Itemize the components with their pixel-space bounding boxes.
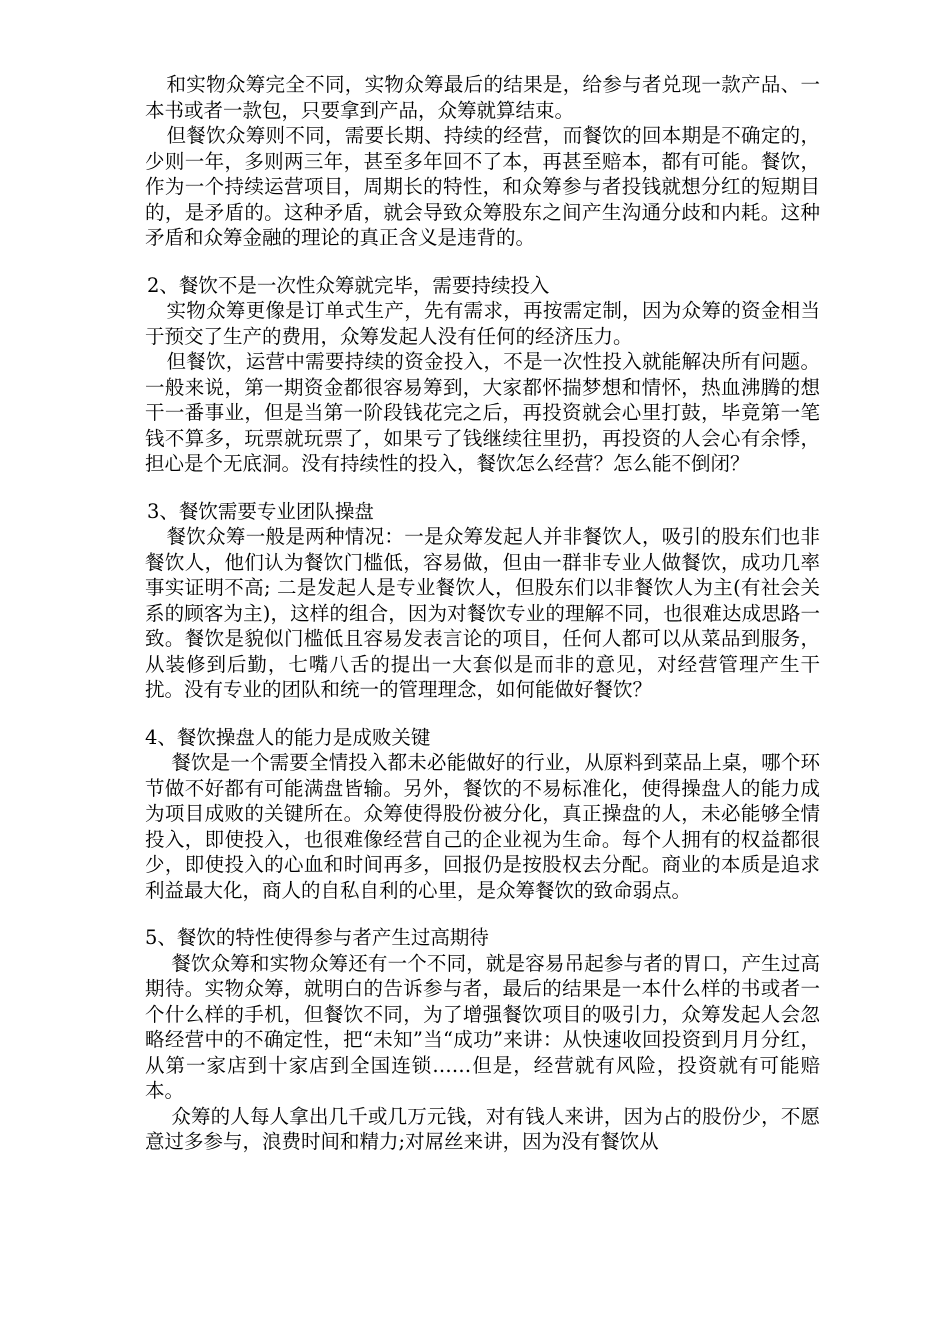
paragraph-5: 餐饮众筹一般是两种情况：一是众筹发起人并非餐饮人，吸引的股东们也非餐饮人，他们认为餐饮门槛低，容易做，但由一群非专业人做餐饮，成功几率事实证明不高; 二是发起人是专业餐饮人，但股东们以非餐饮人为主(有社会关系的顾客为主)，这样的组合，因为对餐饮专业的理解不同，也很难达成思路一致。餐饮是貌似门槛低且容易发表言论的项目，任何人都可以从菜品到服务，从装修到后勤，七嘴八舌的提出一大套似是而非的意见，对经营管理产生干扰。没有专业的团队和统一的管理理念，如何能做好餐饮？ xyxy=(145,525,820,701)
paragraph-6: 餐饮是一个需要全情投入都未必能做好的行业，从原料到菜品上桌，哪个环节做不好都有可能满盘皆输。另外，餐饮的不易标准化，使得操盘人的能力成为项目成败的关键所在。众筹使得股份被分化，真正操盘的人，未必能够全情投入，即使投入，也很难像经营自己的企业视为生命。每个人拥有的权益都很少，即使投入的心血和时间再多，回报仍是按股权去分配。商业的本质是追求利益最大化，商人的自私自利的心里，是众筹餐饮的致命弱点。 xyxy=(145,751,820,902)
section-heading-3: 3、餐饮需要专业团队操盘 xyxy=(147,499,374,523)
paragraph-3: 实物众筹更像是订单式生产，先有需求，再按需定制，因为众筹的资金相当于预交了生产的费用，众筹发起人没有任何的经济压力。 xyxy=(145,299,820,348)
section-heading-2: 2、餐饮不是一次性众筹就完毕，需要持续投入 xyxy=(147,273,550,297)
paragraph-1: 和实物众筹完全不同，实物众筹最后的结果是，给参与者兑现一款产品、一本书或者一款包，只要拿到产品，众筹就算结束。 xyxy=(145,73,820,122)
section-heading-4: 4、餐饮操盘人的能力是成败关键 xyxy=(145,725,431,749)
paragraph-2: 但餐饮众筹则不同，需要长期、持续的经营，而餐饮的回本期是不确定的，少则一年，多则两三年，甚至多年回不了本，再甚至赔本，都有可能。餐饮，作为一个持续运营项目，周期长的特性，和众筹参与者投钱就想分红的短期目的，是矛盾的。这种矛盾，就会导致众筹股东之间产生沟通分歧和内耗。这种矛盾和众筹金融的理论的真正含义是违背的。 xyxy=(145,124,820,249)
paragraph-8: 众筹的人每人拿出几千或几万元钱，对有钱人来讲，因为占的股份少，不愿意过多参与，浪费时间和精力;对屌丝来讲，因为没有餐饮从 xyxy=(145,1104,820,1153)
section-heading-5: 5、餐饮的特性使得参与者产生过高期待 xyxy=(145,926,489,949)
document-page xyxy=(145,72,820,1155)
paragraph-7: 餐饮众筹和实物众筹还有一个不同，就是容易吊起参与者的胃口，产生过高期待。实物众筹，就明白的告诉参与者，最后的结果是一本什么样的书或者一个什么样的手机，但餐饮不同，为了增强餐饮项目的吸引力，众筹发起人会忽略经营中的不确定性，把“未知”当“成功”来讲：从快速收回投资到月月分红，从第一家店到十家店到全国连锁……但是，经营就有风险，投资就有可能赔本。 xyxy=(145,951,820,1102)
paragraph-4: 但餐饮，运营中需要持续的资金投入，不是一次性投入就能解决所有问题。一般来说，第一期资金都很容易筹到，大家都怀揣梦想和情怀，热血沸腾的想干一番事业，但是当第一阶段钱花完之后，再投资就会心里打鼓，毕竟第一笔钱不算多，玩票就玩票了，如果亏了钱继续往里扔，再投资的人会心有余悸，担心是个无底洞。没有持续性的投入，餐饮怎么经营？怎么能不倒闭？ xyxy=(145,350,820,475)
